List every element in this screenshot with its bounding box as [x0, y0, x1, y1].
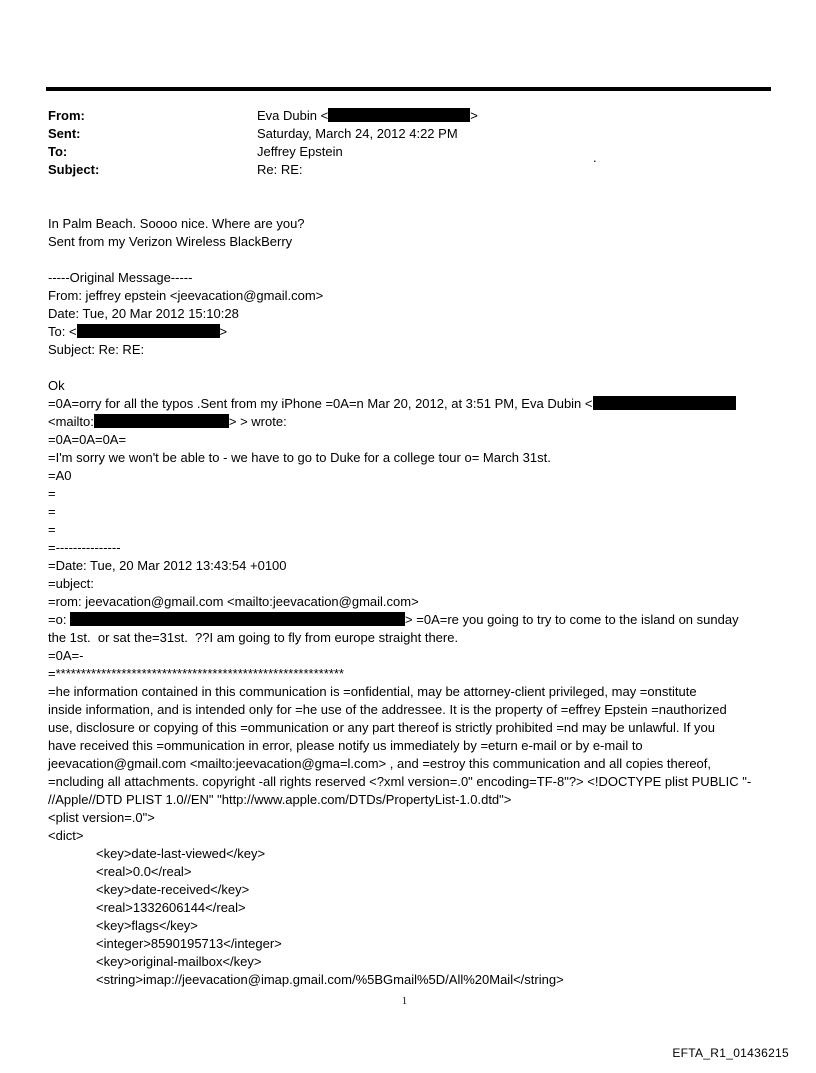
body-line: //Apple//DTD PLIST 1.0//EN" "http://www.apple.com/DTDs/PropertyList-1.0.dtd">: [48, 792, 512, 807]
island-text: > =0A=re you going to try to come to the island on sunday: [405, 612, 739, 627]
body-line: <integer>8590195713</integer>: [96, 936, 282, 951]
body-line: =*********************************************************: [48, 666, 344, 681]
body-line: =ubject:: [48, 576, 94, 591]
body-line: <real>1332606144</real>: [96, 900, 246, 915]
body-line: Date: Tue, 20 Mar 2012 15:10:28: [48, 306, 239, 321]
redaction-box: [593, 396, 736, 410]
stray-dot: .: [593, 150, 597, 165]
redaction-box: [94, 414, 229, 428]
from-label: From:: [48, 108, 85, 123]
body-line: <dict>: [48, 828, 84, 843]
from-name: Eva Dubin <: [257, 108, 329, 123]
body-line: =I'm sorry we won't be able to - we have to go to Duke for a college tour o= March 31st.: [48, 450, 551, 465]
body-line: <key>flags</key>: [96, 918, 198, 933]
body-line: =0A=-: [48, 648, 84, 663]
to-prefix: To: <: [48, 324, 77, 339]
blank-line: [48, 359, 768, 377]
body-line: =: [48, 486, 56, 501]
redaction-box: [70, 612, 405, 626]
body-line: Sent from my Verizon Wireless BlackBerry: [48, 234, 293, 249]
redaction-box: [328, 108, 470, 122]
email-body: [48, 215, 768, 989]
bates-number: EFTA_R1_01436215: [672, 1046, 789, 1060]
body-line: the 1st. or sat the=31st. ??I am going to fly from europe straight there.: [48, 630, 459, 645]
body-line: [48, 395, 768, 413]
from-tail: >: [470, 108, 478, 123]
body-line: -----Original Message-----: [48, 270, 193, 285]
body-line: In Palm Beach. Soooo nice. Where are you?: [48, 216, 305, 231]
sent-label: Sent:: [48, 126, 81, 141]
body-line: [48, 413, 768, 431]
body-line: From: jeffrey epstein <jeevacation@gmail.com>: [48, 288, 324, 303]
sent-value: Saturday, March 24, 2012 4:22 PM: [257, 126, 458, 141]
blank-line: [48, 251, 768, 269]
body-line: [48, 611, 768, 629]
body-line: inside information, and is intended only for =he use of the addressee. It is the property of =effrey Epstein =nauthorized: [48, 702, 727, 717]
mailto-suffix: > > wrote:: [228, 414, 287, 429]
redaction-box: [77, 324, 220, 338]
body-line: [48, 323, 768, 341]
to-value: Jeffrey Epstein: [257, 144, 343, 159]
to-prefix: =o:: [48, 612, 71, 627]
body-line: =A0: [48, 468, 72, 483]
body-line: =he information contained in this communication is =onfidential, may be attorney-client privileged, may =onstitute: [48, 684, 697, 699]
body-line: use, disclosure or copying of this =ommunication or any part thereof is strictly prohibited =nd may be unlawful. If you: [48, 720, 715, 735]
body-line: =ncluding all attachments. copyright -all rights reserved <?xml version=.0" encoding=TF-8"?> <!DOCTYPE plist PUBLIC "-: [48, 774, 752, 789]
header-divider: [46, 87, 771, 91]
body-line: Subject: Re: RE:: [48, 342, 145, 357]
body-line: =---------------: [48, 540, 121, 555]
body-line: have received this =ommunication in error, please notify us immediately by =eturn e-mail or by e-mail to: [48, 738, 643, 753]
body-line: <string>imap://jeevacation@imap.gmail.com/%5BGmail%5D/All%20Mail</string>: [96, 972, 564, 987]
body-line: <plist version=.0">: [48, 810, 155, 825]
subject-value: Re: RE:: [257, 162, 303, 177]
body-line: =0A=0A=0A=: [48, 432, 127, 447]
from-value: [257, 107, 478, 125]
body-line: <key>original-mailbox</key>: [96, 954, 262, 969]
to-label: To:: [48, 144, 68, 159]
body-line: <key>date-received</key>: [96, 882, 250, 897]
body-line: jeevacation@gmail.com <mailto:jeevacation@gma=l.com> , and =estroy this communication and all copies thereof,: [48, 756, 712, 771]
body-line: <real>0.0</real>: [96, 864, 192, 879]
mailto-prefix: <mailto:: [48, 414, 94, 429]
to-suffix: >: [219, 324, 228, 339]
body-line: <key>date-last-viewed</key>: [96, 846, 266, 861]
body-line: =: [48, 522, 56, 537]
body-line: =rom: jeevacation@gmail.com <mailto:jeevacation@gmail.com>: [48, 594, 419, 609]
subject-label: Subject:: [48, 162, 100, 177]
page-number: 1: [402, 996, 407, 1007]
typos-line-text: =0A=orry for all the typos .Sent from my iPhone =0A=n Mar 20, 2012, at 3:51 PM, Eva Dubin <: [48, 396, 593, 411]
body-line: =Date: Tue, 20 Mar 2012 13:43:54 +0100: [48, 558, 287, 573]
body-line: Ok: [48, 378, 65, 393]
body-line: =: [48, 504, 56, 519]
